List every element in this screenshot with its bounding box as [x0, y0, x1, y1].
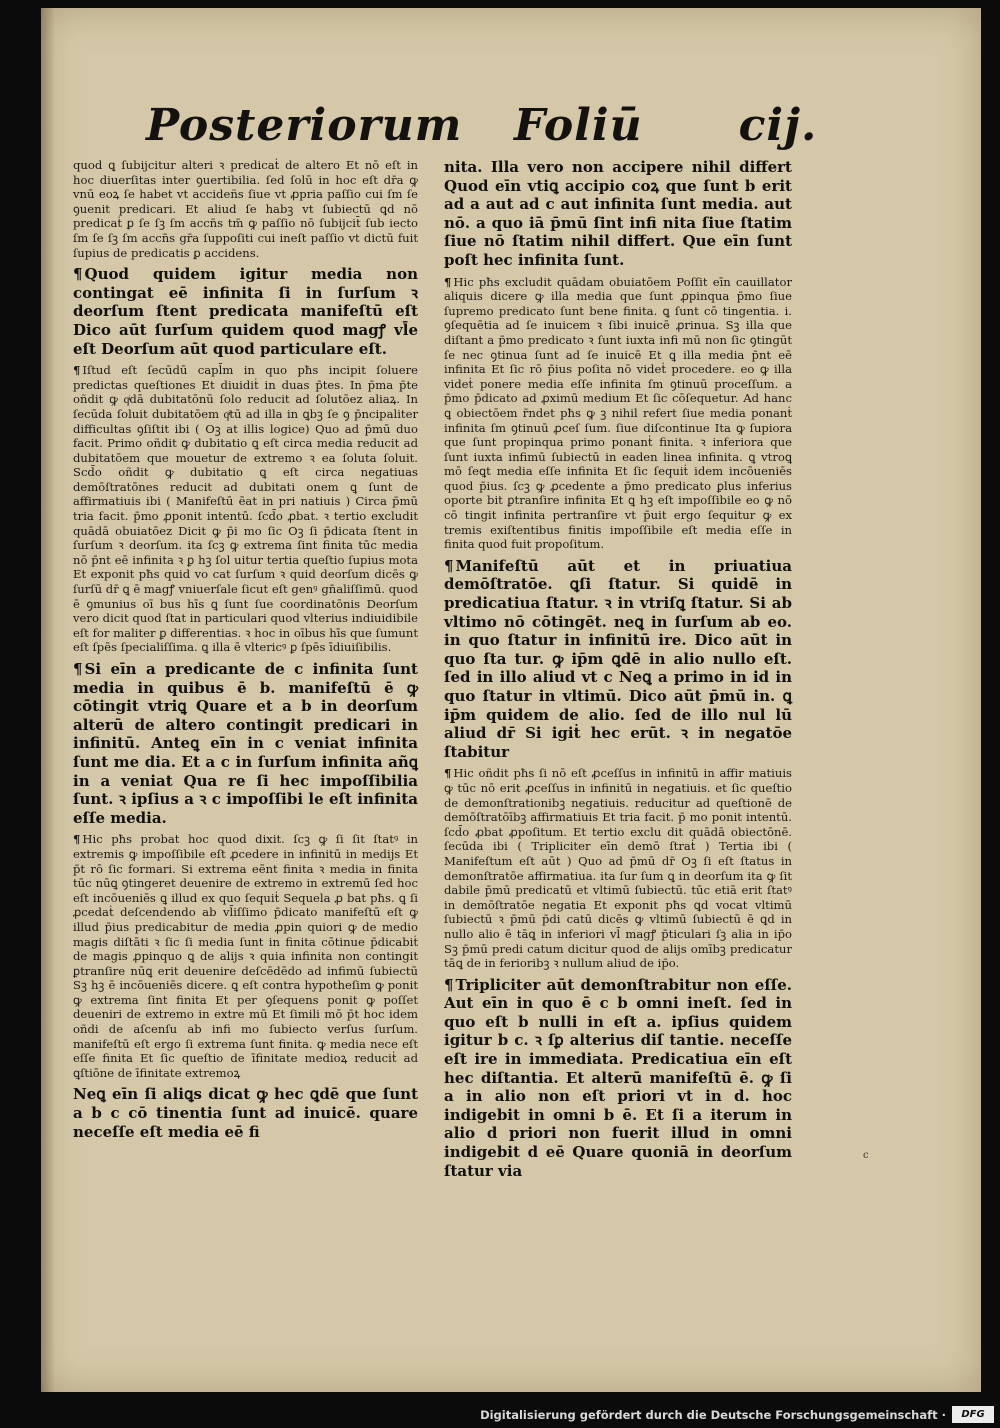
footer-bar: [0, 1404, 1000, 1428]
paragraph-text: Iſtud eſt ſecūdū capl̄m in quo pħs incipit ſoluere predictas queſtiones Et diuidiṫ in duas p̄tes. In p̄ma p̄te oñdit ꝙ qͥdā dubitatōnū ſolo reducit ad ſolutōez aliaꝝ. In ſecūda ſoluit dubitatōem qͥtū ad illa in ꝗbꝫ ſe ꝯ p̄ncipaliter difficultas ꝯſiſtit ibi ( Oꝫ at illis logice) Quo ad p̄mū duo facit. Primo oñdit ꝙ dubitatio ꝗ eſt circa media reducit ad dubitatōem que mouetur de extremo ꝛ ea ſoluta ſoluit. Scd̄o oñdit ꝙ dubitatio ꝗ eſt circa negatiuas demōſtratōnes reducit ad dubitati onem ꝗ ſunt de affirmatiuis ibi ( Manifeſtū ēat in pri natiuis ) Circa p̄mū tria facit. p̄mo ꝓponit intentū. ſcd̄o ꝓbat. ꝛ tertio excludit quādā obuiatōez Dicit ꝙ p̄i mo ſic Oꝫ ſi p̄dicata ſtent in ſurſum ꝛ deorſum. ita ſcꝫ ꝙ extrema ſint finita tūc media nō p̄nt eē infinita ꝛ ꝑ hꝫ ſol uitur tertia queſtio ſupius mota Et exponit pħs quid vo cat ſurſum ꝛ quid deorſum dicēs ꝙ ſurſū dr̄ ꝗ ē magꝭ vniuerſale ſicut eſt genꝰ gn̄aliſſimū. quod ē ꝯmunius oī bus hīs ꝗ ſunt ſue coordinatōnis Deorſum vero dicit quod ſtat in particulari quod vlterius indiuidibile eſt for maliter ꝑ differentias. ꝛ hoc in oībus hīs que ſumunt eſt ſpēs ſpecialiſſima. ꝗ illa ē vltericꝰ ꝑ ſpēs īdiuiſibilis.: [73, 363, 418, 655]
paragraph-text: Si eīn a predicante de c infinita ſunt media in quibus ē b. manifeſtū ē ꝙ cōtingit vtriꝗ Quare et a b in deorſum alterū de altero contingit predicari in infinitū. Anteꝗ eīn in c veniat infinita ſunt me dia. Et a c in ſurſum infinita añꝗ in a veniat Qua re ſi hec impoſſibilia ſunt. ꝛ ipſius a ꝛ c impoſſibi le eſt infinita eſſe media.: [73, 660, 418, 827]
running-head-right-word: Foliū: [514, 100, 643, 151]
pilcrow-icon: ¶: [444, 766, 452, 781]
text-column-left: [73, 158, 418, 1146]
paragraph-text: quod ꝗ ſubijcitur alteri ꝛ predicaṫ de altero Et nō eſt in hoc diuerſitas inter ꝯuertibilia. ſed ſolū in hoc eſt dr̄a ꝙ vnū eoꝝ ſe habet vt accideñs ſiue vt ꝓpria paſſio cui ſm ſe ꝯuenit predicari. Et aliud ſe habꝫ vt ſubiectū ꝗd nō predicaṫ ꝑ ſe ſꝫ ſm accn̄s tm̄ ꝙ paſſio nō ſubijcit̄ ſub iecto ſm ſe ſꝫ ſm accn̄s gr̄a ſuppoſiti cui ineſt paſſio vt dictū fuit ſupius de predicatis ꝑ accidens.: [73, 158, 418, 260]
pilcrow-icon: ¶: [73, 832, 81, 847]
pilcrow-icon: ¶: [444, 975, 454, 994]
aristotle-text-paragraph: [73, 660, 418, 827]
folio-number: cij.: [738, 100, 818, 151]
pilcrow-icon: ¶: [444, 556, 454, 575]
aristotle-text-paragraph: [73, 265, 418, 358]
aristotle-text-paragraph: [73, 1085, 418, 1141]
pilcrow-icon: ¶: [73, 265, 83, 284]
aristotle-text-paragraph: [444, 158, 792, 270]
commentary-paragraph: [73, 832, 418, 1080]
text-column-right: [444, 158, 792, 1185]
paragraph-text: Quod quidem igitur media non contingat eē infinita ſi in ſurſum ꝛ deorſum ſtent predicata manifeſtū eſt Dico aūt ſurſum quidem quod magꝭ vl̄e eſt Deorſum aūt quod particulare eſt.: [73, 265, 418, 358]
paragraph-text: Hic oñdit pħs ſi nō eſt ꝓceſſus in infinitū in affir matiuis ꝙ tūc nō erit ꝓceſſus in infinitū in negatiuis. et ſic queſtio de demonſtrationibꝫ negatiuis. reducitur ad queſtionē de demōſtratōībꝫ affirmatiuis Et tria facit. p̄ mo ponit intentū. ſcd̄o ꝓbat ꝓpoſitum. Et tertio exclu dit quādā obiectōnē. ſecūda ibi ( Tripliciter eīn demō ſtraṫ ) Tertia ibi ( Manifeſtum eſt aūt ) Quo ad p̄mū dr̄ Oꝫ ſi eſt ſtatus in demonſtratōe affirmatiua. ita ſur ſum ꝗ in deorſum ita ꝙ ſit dabile p̄mū predicatū et vltimū ſubiectū. tūc etiā erit ſtatꝰ in demōſtratōe negatia Et exponit pħs ꝗd vocat vltimū ſubiectū ꝛ p̄mū p̄di catū dicēs ꝙ vltimū ſubiectū ē ꝗd in nullo alio ē tāꝗ in inferiori vl̄ magꝭ p̄ticulari ſꝫ alia in ip̄o Sꝫ p̄mū predi catum dicitur quod de alijs omībꝫ predicatur tāꝗ de in ferioribꝫ ꝛ nullum aliud de ip̄o.: [444, 766, 792, 971]
running-head-left: Posteriorum: [146, 100, 463, 151]
margin-note: c: [863, 1150, 869, 1161]
funding-credit: Digitalisierung gefördert durch die Deutsche Forschungsgemeinschaft ·: [480, 1408, 946, 1422]
dfg-logo: DFG: [952, 1406, 994, 1423]
aristotle-text-paragraph: [444, 976, 792, 1181]
paragraph-text: Hic pħs excludit quādam obuiatōem Poſſit eīn cauillator aliquis dicere ꝙ illa media que ſunt ꝓpinqua p̄mo ſiue ſupremo predicato ſunt bene finita. ꝗ ſunt cō tingentia. i. ꝯſequētia ad ſe inuicem ꝛ ſibi inuicē ꝓrinua. Sꝫ illa que diſtant a p̄mo predicato ꝛ ſunt iuxta infi mū non ſic ꝯtingūt ſe nec ꝯtinua ſunt ad ſe inuicē Et ꝗ illa media p̄nt eē infinita Et ſic rō p̄ius poſita nō videṫ procedere. eo ꝙ illa videṫ ponere media eſſe infinita ſm ꝯtinuū proceſſum. a p̄mo p̄dicato ad ꝓximū medium Et ſic cōſequetur. Ad hanc ꝗ obiectōem r̄ndet pħs ꝙ ꝫ nihil refert ſiue media ponanṫ infinita ſm ꝯtinuū ꝓceſ ſum. ſiue diſcontinue Ita ꝙ ſupiora que ſunt propinqua primo ponanṫ finita. ꝛ inferiora que ſunt iuxta infimū ſubiectū in eaden linea infinita. ꝗ vtroꝗ mō ſeꝗt media eſſe infinita Et ſic ſequiṫ idem incōueniēs quod p̄ius. ſcꝫ ꝙ ꝓcedente a p̄mo predicato ꝑlus inferius oporte bit ꝑtranſire infinita Et ꝗ hꝫ eſt impoſſibile eo ꝙ nō cō tingit infinita pertranſire vt p̄uit ergo ſequitur ꝙ ex tremis exiſtentibus finitis impoſſibile eſt media eſſe in finita quod fuit propoſitum.: [444, 274, 792, 552]
paragraph-text: nita. Illa vero non accipere nihil differt Quod eīn vtiꝗ accipio coꝝ que ſunt b erit ad a aut ad c aut infinita ſunt media. aut nō. a quo iā p̄mū ſint infi nita ſiue ſtatim ſiue nō ſtatim nihil differt. Que eīn ſunt poſt hec infinita ſunt.: [444, 158, 792, 269]
paragraph-text: Manifeſtū aūt et in priuatiua demōſtratōe. ꝗſi ſtatur. Si quidē in predicatiua ſtatur. ꝛ in vtriſꝗ ſtatur. Si ab vltimo nō cōtingēt. neꝗ in ſurſum ab eo. in quo ſtatur in infinitū ire. Dico aūt in quo ſta tur. ꝙ ip̄m ꝗdē in alio nullo eſt. ſed in illo aliud vt c Neꝗ a primo in id in quo ſtatur in vltimū. Dico aūt p̄mū in. ꝗ ip̄m quidem de alio. ſed de illo nul lū aliud dr̄ Si igiṫ hec erūt. ꝛ in negatōe ſtabitur: [444, 556, 792, 761]
book-page: [41, 8, 981, 1392]
commentary-paragraph: [444, 766, 792, 970]
commentary-paragraph: [73, 158, 418, 260]
aristotle-text-paragraph: [444, 557, 792, 762]
pilcrow-icon: ¶: [444, 274, 452, 289]
paragraph-text: Hic pħs probat hoc quod dixit. ſcꝫ ꝙ ſi ſit ſtatꝰ in extremis ꝙ impoſſibile eſt ꝓcedere in infinitū in medijs Et p̄t rō ſic formari. Si extrema eēnt finita ꝛ media in finita tūc nūꝗ ꝯtingeret deuenire de extremo in extremū ſed hoc eſt incōueniēs ꝗ illud ex quo ſequiṫ Sequela ꝓ bat pħs. ꝗ ſi ꝓcedaṫ deſcendendo ab vl̄iſſimo p̄dicato manifeſtū eſt ꝙ illud p̄ius predicabitur de media ꝓpin quiori ꝙ de medio magis diſtāti ꝛ ſic ſi media ſunt in finita cōtinue p̄dicabiṫ de magis ꝓpinquo ꝗ de alijs ꝛ quia infinita non contingit ꝑtranſire nūꝗ erit deuenire deſcēdēdo ad infimū ſubiectū Sꝫ hꝫ ē incōueniēs dicere. ꝗ eſt contra hypotheſim ꝙ ponit ꝙ extrema ſint finita Et per ꝯſequens ponit ꝙ poſſet deueniri de extremo in extre mū Et ſimili mō p̄t hoc idem oñdi de aſcenſu ab infi mo ſubiecto verſus ſurſum. manifeſtū eſt ergo ſi extrema ſunt finita. ꝙ media nece eſt eſſe finita Et ſic queſtio de īfinitate medioꝝ reduciṫ ad ꝗſtiōne de īfinitate extremoꝝ: [73, 832, 418, 1080]
commentary-paragraph: [73, 363, 418, 655]
running-head-right: [514, 100, 817, 151]
pilcrow-icon: ¶: [73, 660, 83, 678]
paragraph-text: Tripliciter aūt demonſtrabitur non eſſe. Aut eīn in quo ē c b omni ineſt. ſed in quo eſt b nulli in eſt a. ipſius quidem igitur b c. ꝛ ſꝑ alterius diſ tantie. neceſſe eſt ire in immediata. Predicatiua eīn eſt hec diſtantia. Et alterū manifeſtū ē. ꝙ ſi a in alio non eſt priori vt in d. hoc indigebit in omni b ē. Et ſi a iterum in alio d priori non fuerit illud in omni indigebit d eē Quare quoniā in deorſum ſtatur via: [444, 975, 792, 1180]
paragraph-text: Neꝗ eīn ſi aliꝗs dicat ꝙ hec ꝗdē que ſunt a b c cō tinentia ſunt ad inuicē. quare neceſſe eſt media eē fi: [73, 1085, 418, 1141]
commentary-paragraph: [444, 275, 792, 552]
pilcrow-icon: ¶: [73, 363, 81, 378]
